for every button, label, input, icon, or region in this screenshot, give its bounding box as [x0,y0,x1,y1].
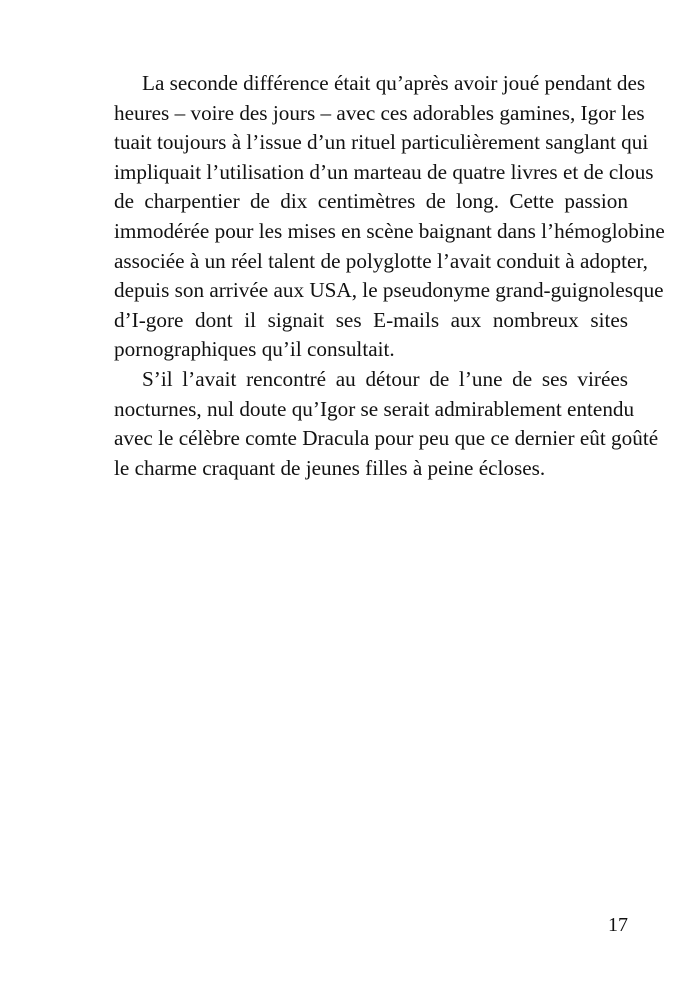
text-line: pornographiques qu’il consultait. [114,337,395,362]
text-line: avec le célèbre comte Dracula pour peu que ce dernier eût goûté [114,426,659,451]
text-line: tuait toujours à l’issue d’un rituel particulièrement sanglant qui [114,130,649,155]
text-line: immodérée pour les mises en scène baignant dans l’hémoglobine [114,218,665,243]
body-text [114,69,665,483]
text-line: nocturnes, nul doute qu’Igor se serait admirablement entendu [114,396,635,421]
page-number: 17 [608,914,628,936]
text-line: le charme craquant de jeunes filles à peine écloses. [114,455,546,480]
text-line: de charpentier de dix centimètres de long. Cette passion [114,189,628,214]
text-line: La seconde différence était qu’après avoir joué pendant des [142,71,646,95]
text-line: S’il l’avait rencontré au détour de l’une de ses virées [142,366,628,391]
text-line: d’I-gore dont il signait ses E-mails aux nombreux sites [114,307,628,332]
text-line: heures – voire des jours – avec ces adorables gamines, Igor les [114,100,645,125]
text-line: impliquait l’utilisation d’un marteau de quatre livres et de clous [114,159,654,184]
paragraph-1 [114,69,665,365]
text-line: associée à un réel talent de polyglotte l’avait conduit à adopter, [114,248,648,273]
text-line: depuis son arrivée aux USA, le pseudonyme grand-guignolesque [114,278,664,303]
paragraph-2 [114,365,659,483]
